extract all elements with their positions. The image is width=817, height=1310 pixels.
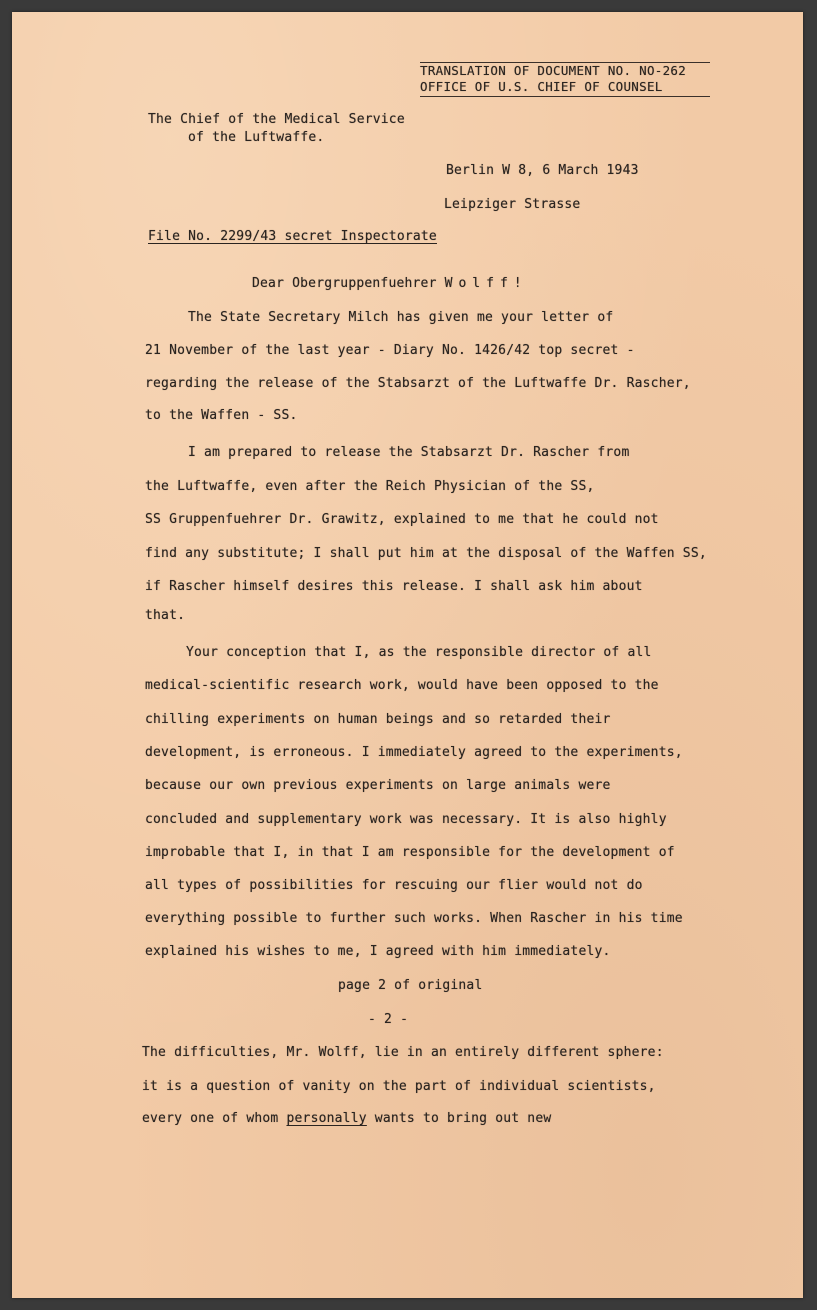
body-line: if Rascher himself desires this release. I shall ask him about: [145, 579, 643, 594]
body-line: The State Secretary Milch has given me your letter of: [188, 310, 614, 325]
salutation: [252, 276, 528, 291]
body-line: regarding the release of the Stabsarzt of the Luftwaffe Dr. Rascher,: [145, 376, 691, 391]
text-segment: wants to bring out new: [366, 1111, 552, 1126]
body-line: everything possible to further such works. When Rascher in his time: [145, 911, 683, 926]
body-line: improbable that I, in that I am responsible for the development of: [145, 845, 675, 860]
underlined-word: personally: [286, 1111, 367, 1126]
body-line: because our own previous experiments on large animals were: [145, 778, 611, 793]
document-page: [12, 12, 803, 1298]
text-segment: every one of whom: [142, 1111, 287, 1126]
body-line-last: [142, 1111, 551, 1126]
street-address: Leipziger Strasse: [444, 197, 581, 212]
body-line: to the Waffen - SS.: [145, 408, 298, 423]
body-line: it is a question of vanity on the part of individual scientists,: [142, 1079, 656, 1094]
document-header: [420, 62, 710, 97]
page-note: page 2 of original: [338, 978, 483, 993]
body-line: concluded and supplementary work was necessary. It is also highly: [145, 812, 667, 827]
body-line: Your conception that I, as the responsible director of all: [186, 645, 652, 660]
body-line: I am prepared to release the Stabsarzt Dr. Rascher from: [188, 445, 630, 460]
body-line: 21 November of the last year - Diary No. 1426/42 top secret -: [145, 343, 635, 358]
sender-line-1: The Chief of the Medical Service: [148, 112, 405, 127]
salutation-name: Wolff!: [444, 276, 528, 291]
body-line: explained his wishes to me, I agreed with him immediately.: [145, 944, 611, 959]
body-line: medical-scientific research work, would have been opposed to the: [145, 678, 659, 693]
body-line: that.: [145, 608, 186, 623]
body-line: The difficulties, Mr. Wolff, lie in an entirely different sphere:: [142, 1045, 664, 1060]
body-line: SS Gruppenfuehrer Dr. Grawitz, explained to me that he could not: [145, 512, 659, 527]
office-line: OFFICE OF U.S. CHIEF OF COUNSEL: [420, 79, 710, 97]
body-line: the Luftwaffe, even after the Reich Physician of the SS,: [145, 479, 595, 494]
sender-line-2: of the Luftwaffe.: [188, 130, 325, 145]
file-number: File No. 2299/43 secret Inspectorate: [148, 229, 437, 244]
body-line: all types of possibilities for rescuing our flier would not do: [145, 878, 643, 893]
body-line: development, is erroneous. I immediately agreed to the experiments,: [145, 745, 683, 760]
salutation-prefix: Dear Obergruppenfuehrer: [252, 276, 445, 291]
page-number: - 2 -: [368, 1012, 409, 1027]
place-date: Berlin W 8, 6 March 1943: [446, 163, 639, 178]
body-line: find any substitute; I shall put him at the disposal of the Waffen SS,: [145, 546, 707, 561]
translation-line: TRANSLATION OF DOCUMENT NO. NO-262: [420, 63, 687, 78]
body-line: chilling experiments on human beings and so retarded their: [145, 712, 611, 727]
